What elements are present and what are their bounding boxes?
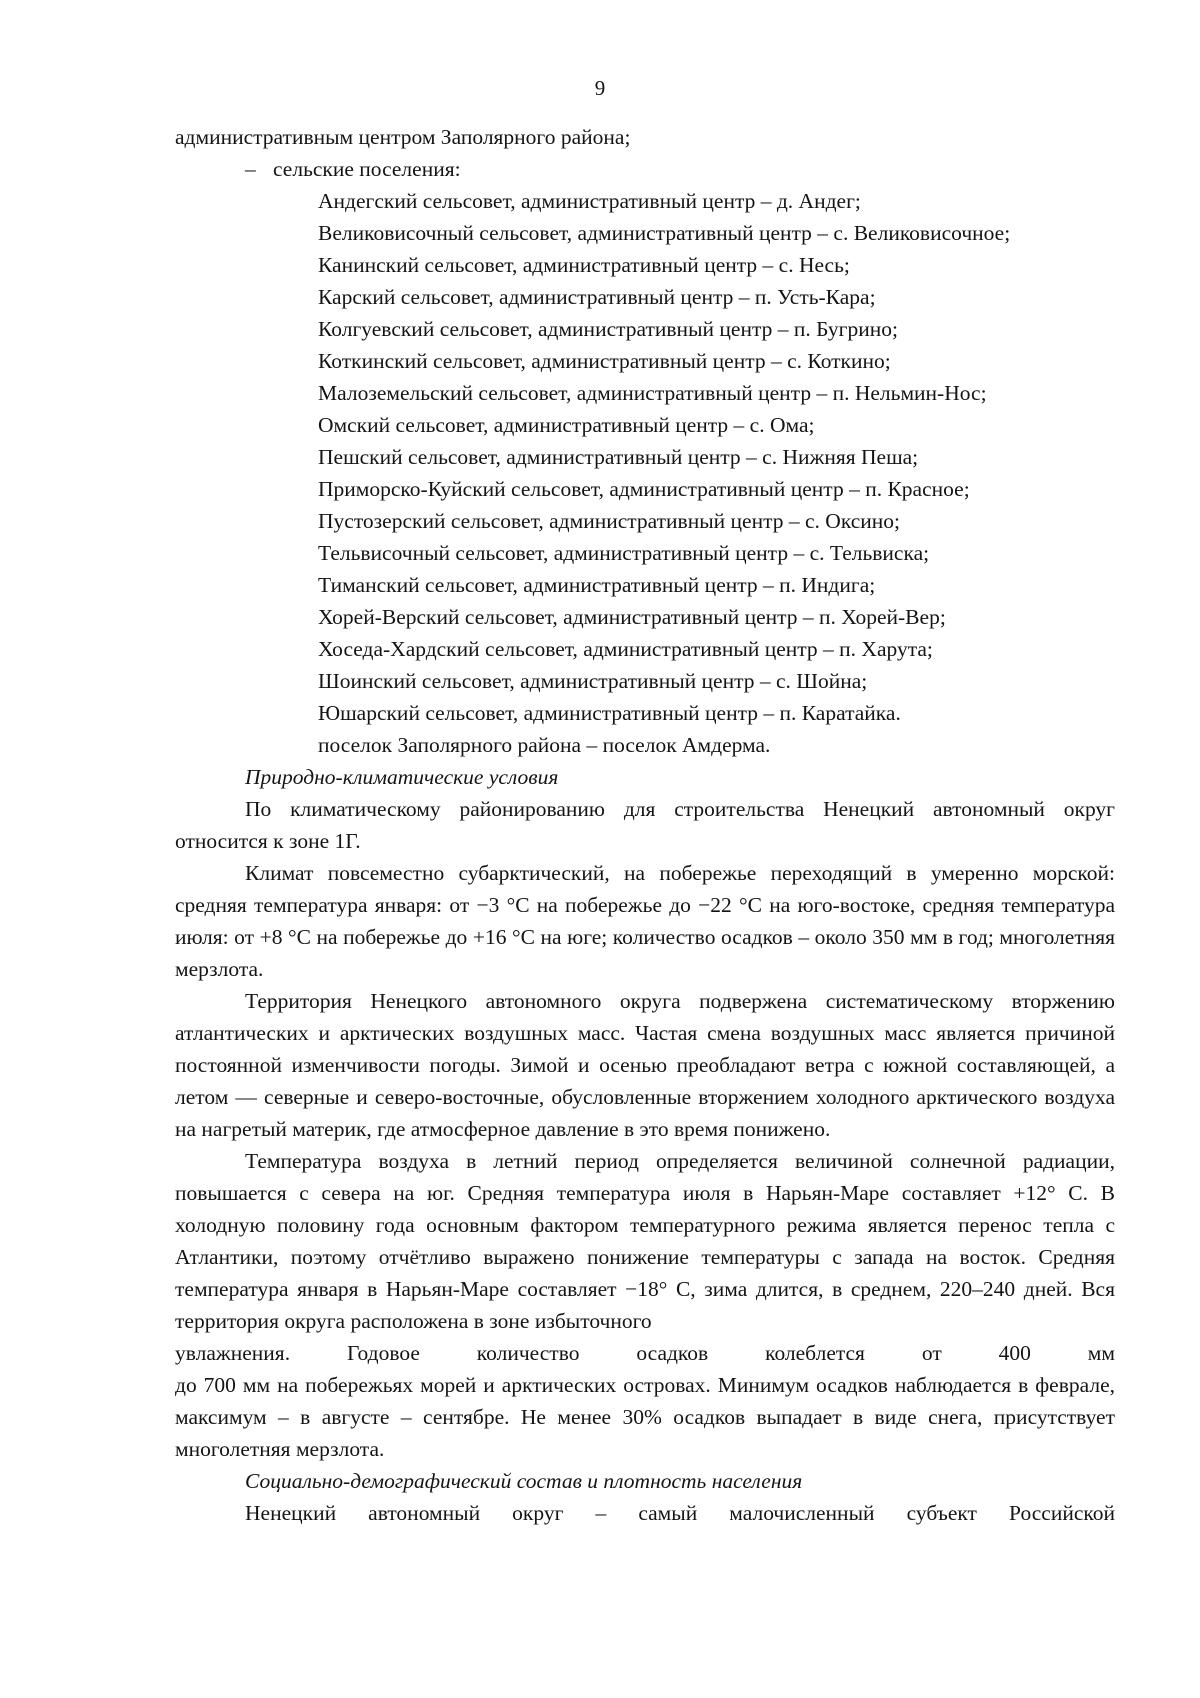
section-heading-climate: Природно-климатические условия bbox=[245, 765, 559, 789]
settlement-item: Андегский сельсовет, административный центр – д. Андег; bbox=[318, 189, 861, 213]
rural-settlements-item bbox=[175, 153, 1115, 185]
page-number: 9 bbox=[594, 76, 606, 100]
paragraph-population: Ненецкий автономный округ – самый малочисленный субъект Российской bbox=[245, 1501, 1115, 1525]
settlement-item: Великовисочный сельсовет, административный центр – с. Великовисочное; bbox=[318, 221, 1011, 245]
paragraph-precipitation-line: увлажнения. Годовое количество осадков колеблется от 400 мм bbox=[175, 1341, 1115, 1365]
settlement-item: Колгуевский сельсовет, административный центр – п. Бугрино; bbox=[318, 317, 898, 341]
settlement-item: Приморско-Куйский сельсовет, административный центр – п. Красное; bbox=[318, 477, 970, 501]
settlement-item: Юшарский сельсовет, административный центр – п. Каратайка. bbox=[318, 701, 901, 725]
settlement-item: Пешский сельсовет, административный центр – с. Нижняя Пеша; bbox=[318, 445, 919, 469]
settlement-item: Шоинский сельсовет, административный центр – с. Шойна; bbox=[318, 669, 868, 693]
rural-settlements-label: сельские поселения: bbox=[273, 157, 461, 181]
settlement-item: Тиманский сельсовет, административный центр – п. Индига; bbox=[318, 573, 876, 597]
settlement-item: Омский сельсовет, административный центр – с. Ома; bbox=[318, 413, 815, 437]
paragraph-air-masses: Территория Ненецкого автономного округа подвержена систематическому вторжению атлантических и арктических воздушных масс. Частая смена воздушных масс является причиной постоянной изменчивости погоды. Зимой и осенью преобладают ветра с южной составляющей, а летом — северные и северо-восточные, обусловленные вторжением холодного арктического воздуха на нагретый материк, где атмосферное давление в это время понижено. bbox=[175, 989, 1115, 1141]
lead-line: административным центром Заполярного района; bbox=[175, 125, 631, 149]
paragraph-precipitation: до 700 мм на побережьях морей и арктических островах. Минимум осадков наблюдается в феврале, максимум – в августе – сентябре. Не менее 30% осадков выпадает в виде снега, присутствует многолетняя мерзлота. bbox=[175, 1373, 1115, 1461]
paragraph-temperature: Температура воздуха в летний период определяется величиной солнечной радиации, повышается с севера на юг. Средняя температура июля в Нарьян-Маре составляет +12° С. В холодную половину года основным фактором температурного режима является перенос тепла с Атлантики, поэтому отчётливо выражено понижение температуры с запада на восток. Средняя температура января в Нарьян-Маре составляет −18° С, зима длится, в среднем, 220–240 дней. Вся территория округа расположена в зоне избыточного bbox=[175, 1149, 1115, 1333]
settlement-item: Хорей-Верский сельсовет, административный центр – п. Хорей-Вер; bbox=[318, 605, 946, 629]
document-body bbox=[175, 121, 1115, 1529]
settlement-item: Карский сельсовет, административный центр – п. Усть-Кара; bbox=[318, 285, 876, 309]
settlement-list bbox=[175, 185, 1115, 761]
settlement-item: Хоседа-Хардский сельсовет, административный центр – п. Харута; bbox=[318, 637, 933, 661]
settlement-item: Тельвисочный сельсовет, административный центр – с. Тельвиска; bbox=[318, 541, 930, 565]
settlement-item: Коткинский сельсовет, административный центр – с. Коткино; bbox=[318, 349, 891, 373]
settlement-item: Канинский сельсовет, административный центр – с. Несь; bbox=[318, 253, 850, 277]
section-heading-social: Социально-демографический состав и плотность населения bbox=[245, 1469, 803, 1493]
settlement-item: Пустозерский сельсовет, административный центр – с. Оксино; bbox=[318, 509, 901, 533]
settlement-item: поселок Заполярного района – поселок Амдерма. bbox=[318, 733, 771, 757]
paragraph-zoning: По климатическому районированию для строительства Ненецкий автономный округ относится к зоне 1Г. bbox=[175, 797, 1115, 853]
list-dash: – bbox=[245, 157, 256, 181]
paragraph-climate: Климат повсеместно субарктический, на побережье переходящий в умеренно морской: средняя температура января: от −3 °С на побережье до −22 °С на юго-востоке, средняя температура июля: от +8 °С на побережье до +16 °С на юге; количество осадков – около 350 мм в год; многолетняя мерзлота. bbox=[175, 861, 1115, 981]
settlement-item: Малоземельский сельсовет, административный центр – п. Нельмин-Нос; bbox=[318, 381, 987, 405]
